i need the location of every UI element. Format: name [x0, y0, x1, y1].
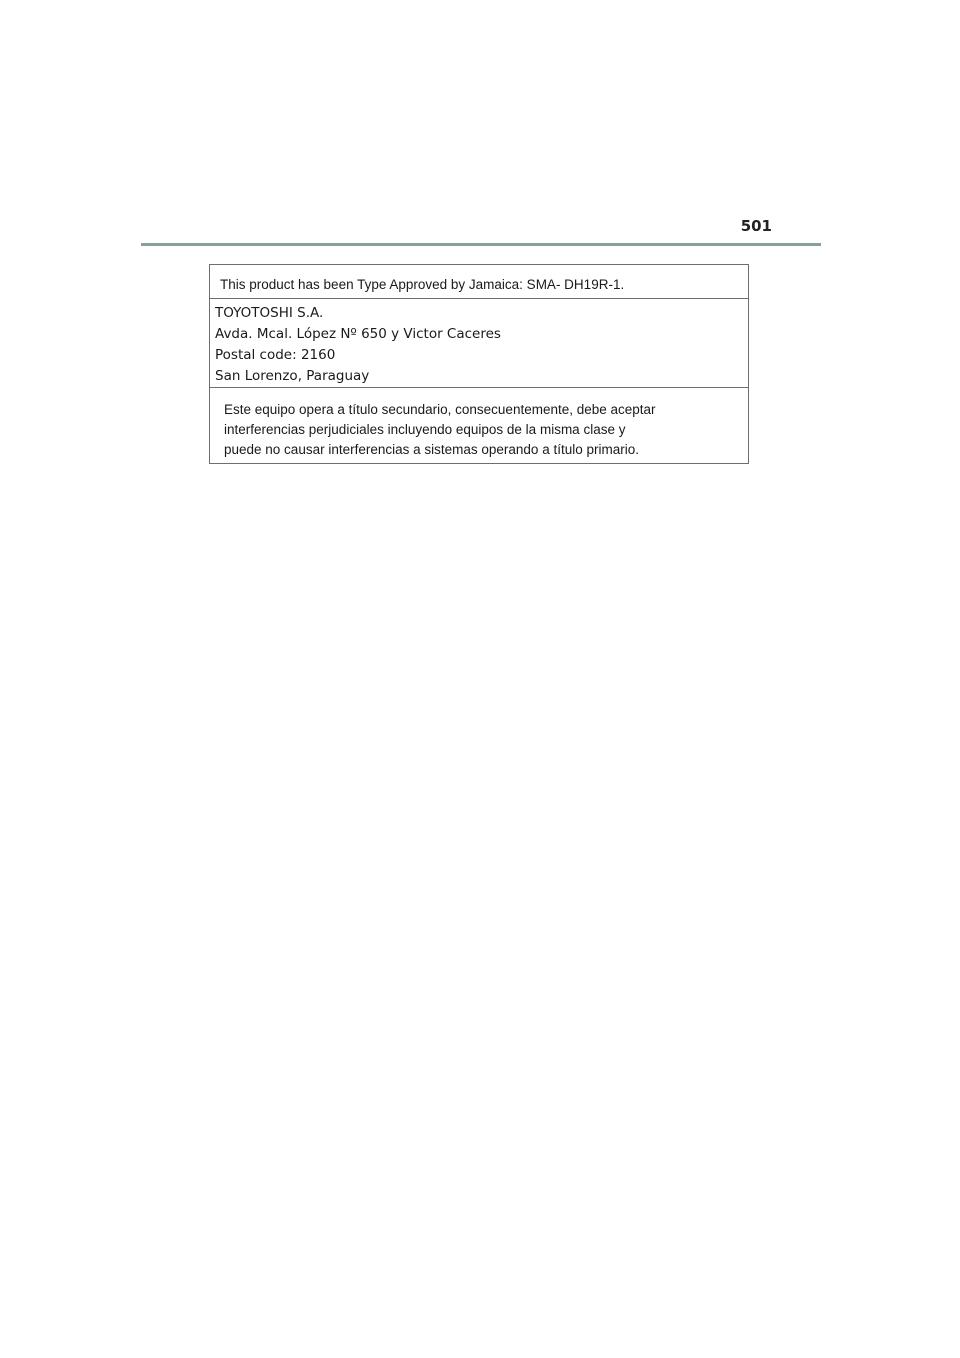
spanish-notice-line-3: puede no causar interferencias a sistemas operando a título primario.	[224, 442, 639, 457]
spanish-notice-line-1: Este equipo opera a título secundario, consecuentemente, debe aceptar	[224, 402, 656, 417]
address-line-street: Avda. Mcal. López Nº 650 y Victor Caceres	[215, 326, 501, 342]
paraguay-address-cell	[210, 299, 748, 388]
regulatory-notice-table	[209, 264, 749, 464]
address-line-company: TOYOTOSHI S.A.	[215, 305, 324, 321]
header-rule	[141, 243, 821, 246]
jamaica-approval-cell: This product has been Type Approved by Jamaica: SMA- DH19R-1.	[210, 265, 748, 299]
page-number: 501	[740, 217, 772, 235]
spanish-notice-line-2: interferencias perjudiciales incluyendo equipos de la misma clase y	[224, 422, 626, 437]
address-line-city: San Lorenzo, Paraguay	[215, 368, 370, 384]
spanish-notice-cell	[210, 388, 748, 463]
address-line-postal: Postal code: 2160	[215, 347, 336, 363]
